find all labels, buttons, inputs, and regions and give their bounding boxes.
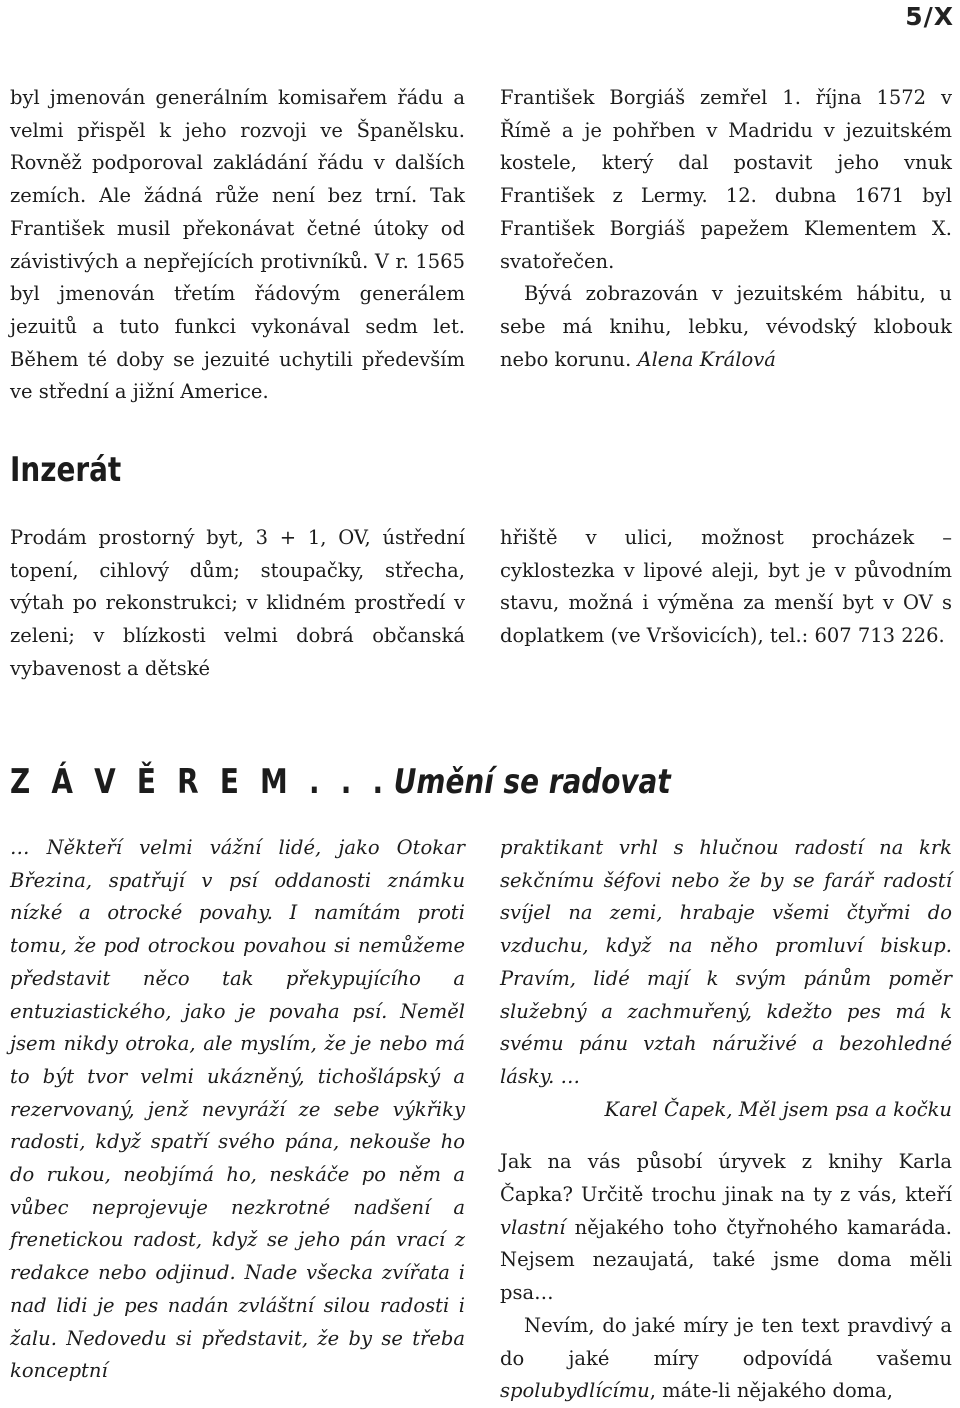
quote-left — [10, 832, 465, 1388]
emphasis-text: spolubydlícímu — [500, 1379, 650, 1403]
conclusion-right — [500, 832, 952, 1408]
quote-source-text: Karel Čapek, Měl jsem psa a kočku — [604, 1097, 952, 1121]
quote-text: praktikant vrhl s hlučnou radostí na krk sekčnímu šéfovi nebo že by se farář radostí svíjel na zemi, hrabaje všemi čtyřmi do vzduchu, když na něho promluví biskup. Pravím, lidé mají k svým pánům poměr služebný a zachmuřený, kdežto pes má k svému pánu vztah náruživé a bezohledné lásky. … — [500, 836, 952, 1088]
paragraph-text: Jak na vás působí úryvek z knihy Karla Čapka? Určitě trochu jinak na ty z vás, kteří — [500, 1150, 952, 1207]
conclusion-heading-main: Z Á V Ě R E M . . . — [10, 762, 389, 802]
page-number: 5/X — [905, 2, 954, 31]
article-author: Alena Králová — [637, 347, 776, 371]
conclusion-heading — [10, 762, 671, 802]
article-paragraph: František Borgiáš zemřel 1. října 1572 v Římě a je pohřben v Madridu v jezuitském kostele, který dal postavit jeho vnuk František z Lermy. 12. dubna 1671 byl František Borgiáš papežem Klementem X. svatořečen. — [500, 86, 952, 273]
article-paragraph — [500, 278, 952, 376]
article-paragraph-text: Bývá zobrazován v jezuitském hábitu, u sebe má knihu, lebku, vévodský klobouk nebo korunu. — [500, 282, 952, 371]
ad-text-right: hřiště v ulici, možnost procházek – cyklostezka v lipové aleji, byt je v původním stavu, možná i výměna za menší byt v OV s doplatkem (ve Vršovicích), tel.: 607 713 226. — [500, 526, 952, 648]
quote-continuation — [500, 832, 952, 1094]
conclusion-heading-sub: Umění se radovat — [393, 762, 671, 802]
paragraph-text: nějakého toho čtyřnohého kamaráda. Nejsem nezaujatá, také jsme doma měli psa… — [500, 1215, 952, 1305]
paragraph-text: , máte-li nějakého doma, — [649, 1379, 893, 1403]
article-continuation-right — [500, 82, 952, 376]
emphasis-text: vlastní — [500, 1215, 566, 1239]
paragraph-text: Nevím, do jaké míry je ten text pravdivý a do jaké míry odpovídá vašemu — [500, 1313, 952, 1370]
ad-heading: Inzerát — [10, 450, 122, 490]
quote-text: … Někteří velmi vážní lidé, jako Otokar Březina, spatřují v psí oddanosti známku nízké a otrocké povahy. I namítám proti tomu, že pod otrockou povahou si nemůžeme představit něco tak překypujícího a entuziastického, jako je povaha psí. Neměl jsem nikdy otroka, ale myslím, že je nebo má to být tvor velmi ukázněný, tichošlápský a rezervovaný, jenž nevyráží ze sebe výkřiky radosti, když spatří svého pána, nekouše ho do rukou, neobjímá ho, neskáče po něm a vůbec neprojevuje nezkrotné nadšení a frenetickou radost, když se jeho pán vrací z redakce nebo odjinud. Nade všecka zvířata i nad lidi je pes nadán zvláštní silou radosti i žalu. Nedovedu si představit, že by se třeba konceptní — [10, 836, 465, 1383]
quote-source — [500, 1094, 952, 1127]
ad-text-left: Prodám prostorný byt, 3 + 1, OV, ústřední topení, cihlový dům; stoupačky, střecha, výtah po rekonstrukci; v klidném prostředí v zeleni; v blízkosti velmi dobrá občanská vybavenost a dětské — [10, 526, 465, 680]
article-continuation-left: byl jmenován generálním komisařem řádu a velmi přispěl k jeho rozvoji ve Španělsku. Rovněž podporoval zakládání řádu v dalších zemích. Ale žádná růže není bez trní. Tak František musil překonávat četné útoky od závistivých a nepřejících protivníků. V r. 1565 byl jmenován třetím řádovým generálem jezuitů a tuto funkci vykonával sedm let. Během té doby se jezuité uchytili především ve střední a jižní Americe. — [10, 86, 465, 404]
conclusion-paragraph — [500, 1146, 952, 1310]
conclusion-paragraph — [500, 1310, 952, 1408]
